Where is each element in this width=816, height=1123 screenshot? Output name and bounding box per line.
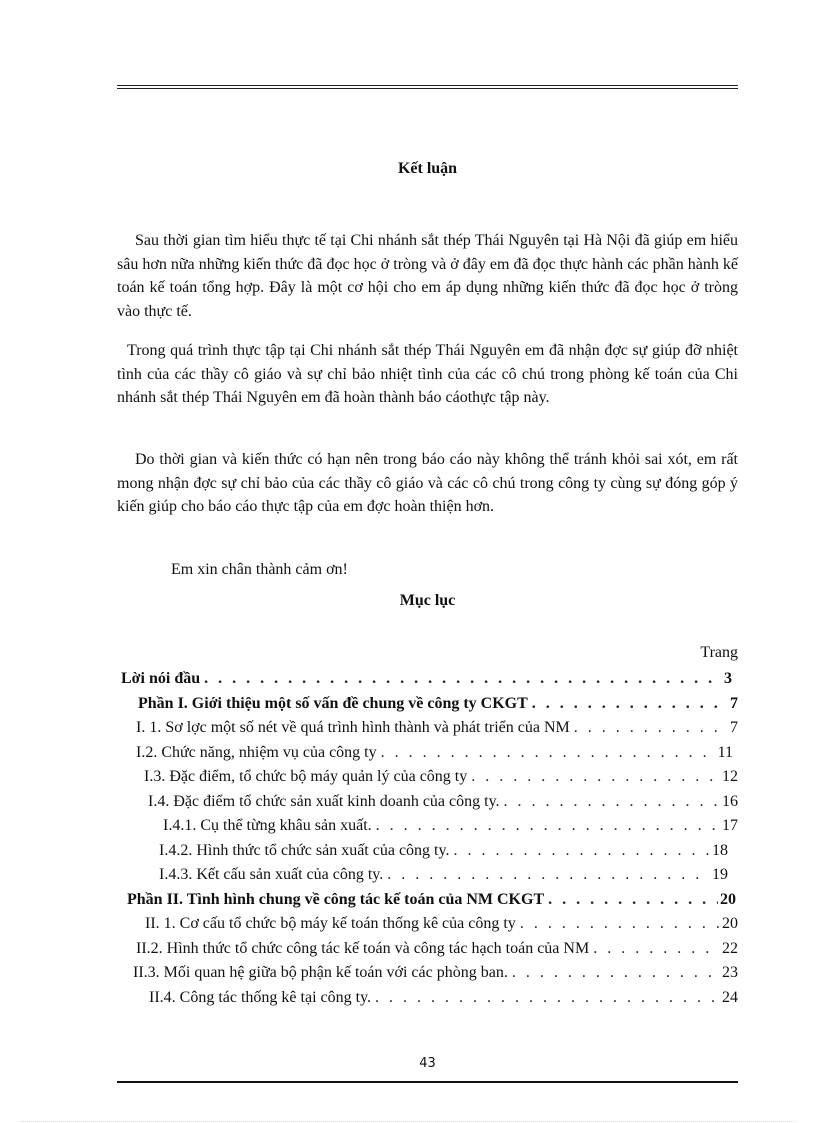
toc-leader-dots xyxy=(593,937,720,962)
toc-entry[interactable] xyxy=(0,937,816,962)
toc-entry-title: I.4. Đặc điểm tổ chức sản xuất kinh doanh của công ty. xyxy=(148,792,500,810)
toc-leader-dots xyxy=(574,716,728,741)
toc-entry-title: Phần I. Giới thiệu một số vấn đề chung về công ty CKGT xyxy=(138,694,528,712)
toc-entry-title: II.3. Mối quan hệ giữa bộ phận kế toán với các phòng ban. xyxy=(133,964,508,981)
toc-entry[interactable] xyxy=(0,814,816,839)
toc-entry-title: I.2. Chức năng, nhiệm vụ của công ty xyxy=(136,743,377,761)
toc-leader-dots xyxy=(504,790,720,815)
toc-entry[interactable] xyxy=(0,667,816,692)
toc-entry[interactable] xyxy=(0,716,816,741)
toc-leader-dots xyxy=(375,986,720,1011)
conclusion-paragraph-1: Sau thời gian tìm hiểu thực tế tại Chi nhánh sắt thép Thái Nguyên tại Hà Nội đã giúp em hiểu sâu hơn nữa những kiến thức đã đọc học ở tròng và ở đây em đã đọc thực hành các phần hành kế toán kế toán tổng hợp. Đây là một cơ hội cho em áp dụng những kiến thức đã đọc học ở tròng vào thực tế. xyxy=(117,232,738,320)
toc-entry-title: I. 1. Sơ lợc một số nét về quá trình hình thành và phát triển của NM xyxy=(136,719,570,736)
toc-leader-dots xyxy=(381,741,716,766)
toc-entry-page: 18 xyxy=(712,841,728,859)
toc-entry-page: 12 xyxy=(722,768,738,785)
toc-entry-page: 19 xyxy=(712,866,728,883)
conclusion-title: Kết luận xyxy=(397,160,458,177)
toc-leader-dots xyxy=(387,863,710,888)
toc-entry-title: II. 1. Cơ cấu tổ chức bộ máy kế toán thống kê của công ty xyxy=(145,915,516,932)
toc-entry[interactable] xyxy=(0,912,816,937)
toc-entry-page: 11 xyxy=(717,743,733,761)
toc-entry[interactable] xyxy=(0,741,816,766)
toc-entry-page: 7 xyxy=(730,694,738,712)
toc-entry-title: I.4.2. Hình thức tổ chức sản xuất của công ty. xyxy=(159,841,450,859)
conclusion-paragraph-3: Do thời gian và kiến thức có hạn nên trong báo cáo này không thể tránh khỏi sai xót, em rất mong nhận đợc sự chỉ bảo của các thầy cô giáo và các cô chú trong công ty cùng sự đóng góp ý kiến giúp cho báo cáo thực tập của em đợc hoàn thiện hơn. xyxy=(117,451,738,515)
toc-entry[interactable] xyxy=(0,961,816,986)
toc-leader-dots xyxy=(453,839,710,864)
toc-leader-dots xyxy=(376,814,720,839)
toc-entry[interactable] xyxy=(0,863,816,888)
toc-entry[interactable] xyxy=(0,888,816,913)
toc-leader-dots xyxy=(512,961,720,986)
toc-page-header: Trang xyxy=(700,644,738,661)
page-number: 43 xyxy=(419,1056,436,1071)
conclusion-paragraph-2: Trong quá trình thực tập tại Chi nhánh sắt thép Thái Nguyên em đã nhận đợc sự giúp đỡ nhiệt tình của các thầy cô giáo và sự chỉ bảo nhiệt tình của các cô chú trong phòng kế toán của Chi nhánh sắt thép Thái Nguyên em đã hoàn thành báo cáothực tập này. xyxy=(117,342,738,406)
toc-entry-title: I.3. Đặc điểm, tổ chức bộ máy quản lý của công ty xyxy=(144,768,468,785)
toc-title: Mục lục xyxy=(399,592,456,609)
toc-entry[interactable] xyxy=(0,839,816,864)
toc-entry[interactable] xyxy=(0,765,816,790)
toc-entry-title: Phần II. Tình hình chung về công tác kế toán của NM CKGT xyxy=(127,890,545,908)
table-of-contents xyxy=(0,667,816,1010)
toc-entry-page: 16 xyxy=(722,792,738,810)
page-edge-dotted-line xyxy=(20,1121,796,1122)
toc-entry-page: 3 xyxy=(724,670,732,687)
toc-leader-dots xyxy=(532,692,728,717)
toc-entry-title: Lời nói đầu xyxy=(121,670,201,687)
toc-entry-page: 20 xyxy=(722,915,738,932)
toc-entry[interactable] xyxy=(0,790,816,815)
toc-leader-dots xyxy=(548,888,718,913)
toc-entry-page: 23 xyxy=(722,964,738,981)
toc-entry-title: II.4. Công tác thống kê tại công ty. xyxy=(149,988,372,1006)
toc-entry-page: 22 xyxy=(722,939,738,957)
toc-leader-dots xyxy=(520,912,720,937)
footer-rule xyxy=(117,1081,738,1083)
thanks-line: Em xin chân thành cảm ơn! xyxy=(171,561,348,578)
toc-entry-page: 24 xyxy=(722,988,738,1006)
toc-entry-title: I.4.1. Cụ thể từng khâu sản xuất. xyxy=(163,817,372,834)
toc-entry-page: 17 xyxy=(722,817,738,834)
toc-entry[interactable] xyxy=(0,692,816,717)
toc-entry-page: 20 xyxy=(720,890,736,908)
toc-entry-page: 7 xyxy=(730,719,738,736)
toc-entry-title: II.2. Hình thức tổ chức công tác kế toán và công tác hạch toán của NM xyxy=(136,939,590,957)
toc-entry[interactable] xyxy=(0,986,816,1011)
toc-leader-dots xyxy=(471,765,720,790)
toc-entry-title: I.4.3. Kết cấu sản xuất của công ty. xyxy=(159,866,384,883)
header-rule xyxy=(117,85,738,89)
toc-leader-dots xyxy=(204,667,722,692)
